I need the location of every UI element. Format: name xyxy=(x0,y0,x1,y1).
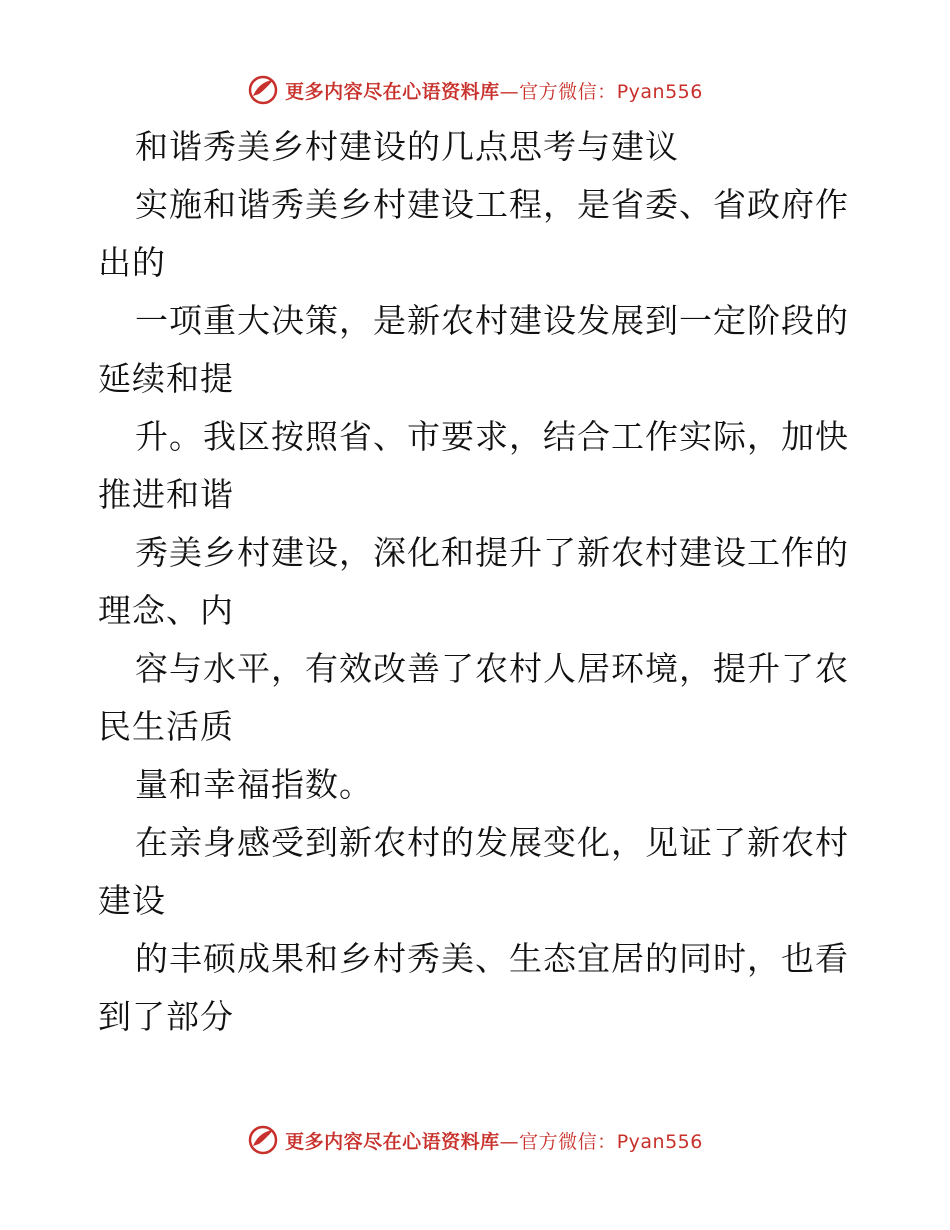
doc-line: 到了部分 xyxy=(98,997,234,1036)
doc-line: 实施和谐秀美乡村建设工程，是省委、省政府作 xyxy=(135,185,849,224)
doc-line: 在亲身感受到新农村的发展变化，见证了新农村 xyxy=(135,823,849,862)
doc-line: 民生活质 xyxy=(98,707,234,746)
doc-line: 一项重大决策，是新农村建设发展到一定阶段的 xyxy=(135,301,849,340)
watermark-official: 官方微信： xyxy=(519,1130,617,1153)
doc-line: 和谐秀美乡村建设的几点思考与建议 xyxy=(135,127,679,166)
document-body xyxy=(98,118,858,1046)
watermark-wechat-id: Pyan556 xyxy=(616,80,703,103)
watermark-text xyxy=(285,1127,703,1154)
doc-line: 量和幸福指数。 xyxy=(135,765,373,804)
doc-line: 秀美乡村建设，深化和提升了新农村建设工作的 xyxy=(135,533,849,572)
doc-line: 建设 xyxy=(98,881,166,920)
watermark-wechat-id: Pyan556 xyxy=(616,1130,703,1153)
watermark-text xyxy=(285,77,703,104)
doc-line: 的丰硕成果和乡村秀美、生态宜居的同时，也看 xyxy=(135,939,849,978)
pen-logo-icon xyxy=(247,74,279,106)
footer-watermark xyxy=(0,1120,950,1160)
doc-line: 延续和提 xyxy=(98,359,234,398)
watermark-brand: 更多内容尽在心语资料库 xyxy=(285,80,500,103)
watermark-separator: — xyxy=(499,80,520,103)
doc-line: 理念、内 xyxy=(98,591,234,630)
doc-line: 升。我区按照省、市要求，结合工作实际，加快 xyxy=(135,417,849,456)
watermark-official: 官方微信： xyxy=(519,80,617,103)
header-watermark xyxy=(0,70,950,110)
watermark-separator: — xyxy=(499,1130,520,1153)
doc-line: 推进和谐 xyxy=(98,475,234,514)
pen-logo-icon xyxy=(247,1124,279,1156)
watermark-brand: 更多内容尽在心语资料库 xyxy=(285,1130,500,1153)
doc-line: 容与水平，有效改善了农村人居环境，提升了农 xyxy=(135,649,849,688)
doc-line: 出的 xyxy=(98,243,166,282)
